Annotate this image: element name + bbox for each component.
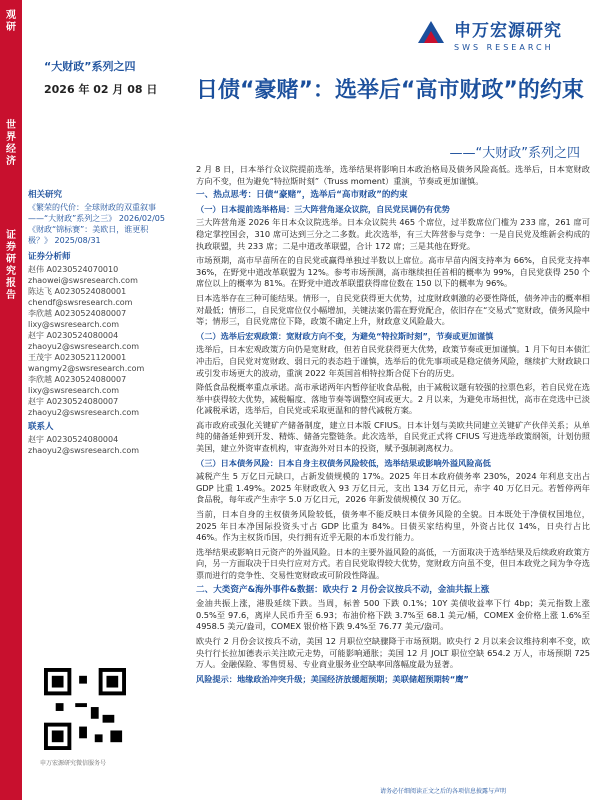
- analyst-line: 赵宇 A0230524080007: [28, 397, 119, 406]
- analyst-email: lixy@swsresearch.com: [28, 386, 120, 395]
- body-paragraph: 当前，日本自身的主权债务风险较低，债务率不能反映日本债务风险的全貌。日本既处于净债权国地位，2025 年日本净国际投资头寸占 GDP 比重为 84%。日债买家结构里，外资占比仅 14%，日央行占比 46%。作为主权货币国，央行拥有近乎无限的本币发行能力。: [196, 509, 590, 543]
- section-1-heading: 一、热点思考：日债“豪赌”，选举后“高市财政”的约束: [196, 190, 408, 201]
- body-paragraph: 欧央行 2 月份会议按兵不动，美国 12 月职位空缺骤降于市场预期。欧央行 2 月以来会议维持利率不变，欧央行行长拉加德表示关注欧元走势，可能影响通胀；美国 12 月 JOLT 职位空缺 654.2 万人，市场预期 725 万人。金融保险、零售贸易、专业商业服务业空缺率回落幅度最为显著。: [196, 635, 590, 670]
- body-paragraph: 市场预期，高市早苗所在的自民党或赢得单独过半数以上席位。高市早苗内阁支持率为 66%，自民党支持率 36%，在野党中道改革联盟为 12%。参考市场预测，高市继续担任首相的概率为 99%，自民党获得 250 个席位以上的概率为 81%。在野党中道改革联盟获得席位数在 150 以下的概率为 96%。: [196, 255, 590, 289]
- contact-line: 赵宇 A0230524080004: [28, 435, 119, 444]
- analyst-line: 李欣越 A0230524080007: [28, 375, 127, 384]
- analysts-heading: 证券分析师: [28, 252, 71, 262]
- related-item[interactable]: 《繁荣的代价：全球财政的双重叙事——“大财政”系列之三》 2026/02/05: [28, 203, 165, 223]
- logo-cn-text: 申万宏源研究: [454, 21, 562, 41]
- intro-paragraph: 2 月 8 日，日本举行众议院提前选举，选举结果将影响日本政治格局及债务风险高低。选举后，日本宽财政方向不变，但为避免“特拉斯时刻”（Truss moment）重演，节奏或更加谨慎。: [196, 164, 590, 186]
- analyst-email: wangmy2@swsresearch.com: [28, 364, 145, 373]
- body-paragraph: 降低食品税概率重点承诺。高市承诺两年内暂停征收食品税，由于减税议题有较强的拉票色彩，若自民党在选举中获得较大优势，减税幅度、落地节奏等调整空间或更大。2 月以来，为避免市场担忧，高市在竞选中已淡化减税承诺，选举后，自民党或采取更温和的替代减税方案。: [196, 382, 590, 416]
- left-column: [28, 188, 166, 456]
- report-subtitle: ——“大财政”系列之四: [449, 146, 580, 161]
- contacts-heading: 联系人: [28, 422, 54, 432]
- main-body: [196, 164, 590, 688]
- qr-code-icon: [44, 668, 126, 750]
- section-2-heading: 二、大类资产&海外事件&数据：欧央行 2 月份会议按兵不动，金油共振上涨: [196, 584, 490, 595]
- body-paragraph: 金油共振上涨，港股延续下跌。当周，标普 500 下跌 0.1%；10Y 美债收益率下行 4bp；美元指数上涨 0.5%至 97.6，离岸人民币升至 6.93；布油价格下跌 3.7%至 68.1 美元/桶，COMEX 金价格上涨 1.6%至 4958.5 美元/盎司，COMEX 银价格下跌 9.4%至 76.77 美元/盎司。: [196, 598, 590, 632]
- sws-logo-icon: [414, 17, 448, 51]
- analyst-line: 王茂宇 A0230521120001: [28, 353, 127, 362]
- analyst-line: 赵宇 A0230524080004: [28, 331, 119, 340]
- qr-caption: 申万宏源研究微信服务号: [40, 760, 107, 767]
- body-paragraph: 选举后，日本宏观政策方向仍是宽财政，但若自民党获得更大优势，政策节奏或更加谨慎。1 月下旬日本债汇冲击后，自民党对宽财政、弱日元的表态趋于谨慎，选举后的优先事项或是稳定债务风险，继续扩大财政缺口或引发市场更大的波动，重演 2022 年英国首相特拉斯合促下台的历史。: [196, 344, 590, 378]
- section-1c-heading: （三）日本债务风险：日本自身主权债务风险较低，选举结果或影响外溢风险高低: [196, 457, 491, 468]
- section-1b-heading: （二）选举后宏观政策：宽财政方向不变，为避免“特拉斯时刻”，节奏或更加谨慎: [196, 330, 494, 341]
- analyst-line: 李欣越 A0230524080007: [28, 309, 127, 318]
- analyst-email: chendf@swsresearch.com: [28, 298, 133, 307]
- body-paragraph: 减税产生 5 万亿日元缺口，占新发债规模的 17%。2025 年日本政府债务率 230%，2024 年利息支出占 GDP 比重 1.49%。2025 年财政收入 93 万亿日元，支出 134 万亿日元，赤字 40 万亿日元。若暂停两年食品税，每年或产生赤字 5.0 万亿日元，2026 年新发债规模仅 30 万亿。: [196, 471, 590, 505]
- sidebar-label-category: 世界经济: [6, 120, 16, 167]
- series-tag: “大财政”系列之四: [44, 60, 136, 73]
- analyst-email: zhaowei@swsresearch.com: [28, 276, 138, 285]
- related-heading: 相关研究: [28, 190, 63, 200]
- body-paragraph: 选举结果或影响日元资产的外溢风险。日本的主要外溢风险的高低，一方面取决于选举结果及后续政府政策方向，另一方面取决于日央行应对方式。若自民党取得较大优势，宽财政方向虽不变，但日本政党之间为争夺选票而进行的竞争性、交易性宽财政或可阶段性降温。: [196, 546, 590, 580]
- report-title: 日债“豪赌”：选举后“高市财政”的约束: [196, 78, 584, 103]
- contact-email: zhaoyu2@swsresearch.com: [28, 446, 140, 455]
- section-1a-heading: （一）日本提前选举格局：三大阵营角逐众议院，自民党民调仍有优势: [196, 203, 450, 214]
- report-date: 2026 年 02 月 08 日: [44, 83, 158, 96]
- brand-logo: [414, 16, 562, 52]
- body-paragraph: 高市政府或强化关键矿产储备制度，建立日本版 CFIUS。日本计划与美欧共同建立关键矿产伙伴关系；从单纯的储备延伸到开发、精炼、储备完整链条。此次选举，自民党正式将 CFIUS 写进选举政策纲领，计划仿照美国，建立外资审查机构，审查海外对日本的投资，赋予强制剥离权力。: [196, 419, 590, 454]
- analyst-line: 陈达飞 A0230524080001: [28, 287, 127, 296]
- logo-en-text: SWS RESEARCH: [454, 43, 554, 52]
- analyst-line: 赵伟 A0230524070010: [28, 265, 119, 274]
- sidebar-label-doc-type: 证券研究报告: [6, 230, 16, 301]
- related-item[interactable]: 《财政“锦标赛”：美欧日，谁更积极？》 2025/08/31: [28, 225, 149, 245]
- body-paragraph: 三大阵营角逐 2026 年日本众议院选举。日本众议院共 465 个席位，过半数席位门槛为 233 席，261 席可稳定掌控国会，310 席可达到三分之二多数。此次选举，有三大阵营参与竞争：一是自民党及维新会构成的执政联盟，共 233 席；二是中道改革联盟，合计 172 席；三是其他在野党。: [196, 217, 590, 251]
- disclaimer-note: 请务必仔细阅读正文之后的各项信息披露与声明: [380, 788, 507, 795]
- analyst-email: zhaoyu2@swsresearch.com: [28, 342, 140, 351]
- analyst-email: zhaoyu2@swsresearch.com: [28, 408, 140, 417]
- risk-warning: 风险提示：地缘政治冲突升级；美国经济放缓超预期；美联储超预期转“鹰”: [196, 673, 469, 684]
- sidebar-strip: [0, 0, 22, 800]
- body-paragraph: 日本选举存在三种可能结果。情形一，自民党获得更大优势，过度财政刺激的必要性降低，债务冲击的概率相对最低；情形二，自民党席位仅小幅增加，关键法案仍需在野党配合，依旧存在“交易式”宽财政，债务风险中等；情形三，自民党席位下降，政策不确定上升，财政意义风险最大。: [196, 292, 590, 327]
- sidebar-label-report-type: 观研: [6, 10, 16, 33]
- analyst-email: lixy@swsresearch.com: [28, 320, 120, 329]
